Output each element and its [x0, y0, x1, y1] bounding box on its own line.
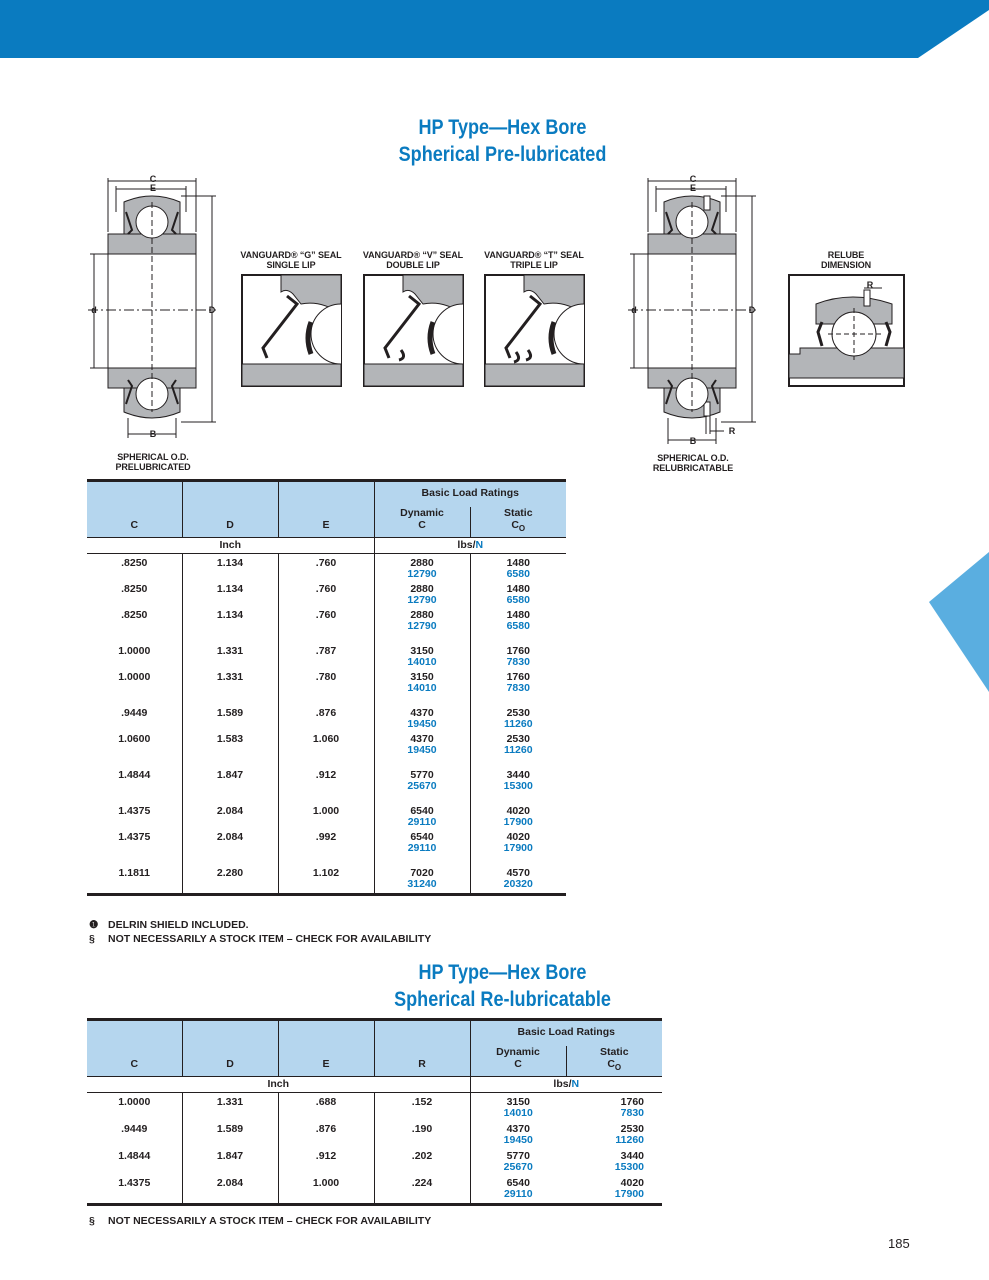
col-header-c: C [87, 1020, 182, 1077]
cell-static-lbs: 1760 [620, 1096, 644, 1108]
cell-dynamic-n: 14010 [503, 1107, 533, 1119]
cell-static [566, 1124, 662, 1151]
col-header-r: R [374, 1020, 470, 1077]
col-header-d: D [182, 1020, 278, 1077]
dim-c-label: C [689, 174, 697, 184]
units-lbs-n [374, 538, 566, 554]
col-header-dynamic [374, 507, 470, 538]
units-inch: Inch [87, 538, 374, 554]
cell-static [470, 554, 566, 585]
note-stock [89, 932, 431, 946]
cell-dynamic-lbs: 6540 [506, 1177, 530, 1189]
cell-dynamic-n: 29110 [503, 1188, 533, 1200]
cell-dynamic-lbs: 3150 [410, 671, 434, 683]
cell-dynamic [374, 610, 470, 646]
cell-d: 1.134 [182, 584, 278, 610]
cell-dynamic [374, 770, 470, 806]
cell-dynamic-lbs: 5770 [410, 769, 434, 781]
cell-static-lbs: 2530 [506, 733, 530, 745]
cell-dynamic-lbs: 6540 [410, 831, 434, 843]
header-bar [0, 0, 989, 58]
relube-line-1: RELUBE [827, 250, 865, 260]
cell-static [470, 646, 566, 672]
dim-bore-label: d [631, 305, 637, 315]
table-row [87, 1124, 662, 1151]
cell-static-n: 17900 [503, 842, 533, 854]
relube-line-2: DIMENSION [820, 260, 872, 270]
cell-static-n: 15300 [614, 1161, 644, 1173]
dim-b-label: B [149, 429, 157, 439]
cell-static-n: 15300 [503, 780, 533, 792]
cell-e: .760 [278, 584, 374, 610]
cell-dynamic-n: 14010 [407, 656, 437, 668]
cell-dynamic-n: 29110 [407, 842, 437, 854]
bearing-drawing-prelubricated [86, 172, 226, 440]
cell-e: .760 [278, 554, 374, 585]
units-row [87, 1077, 662, 1093]
cell-dynamic [374, 672, 470, 708]
cell-static-n: 7830 [506, 682, 530, 694]
cell-dynamic-lbs: 4370 [410, 733, 434, 745]
relube-dimension-label [800, 250, 892, 270]
cell-static-lbs: 3440 [620, 1150, 644, 1162]
table-row [87, 708, 566, 734]
cell-dynamic-lbs: 6540 [410, 805, 434, 817]
table-row [87, 832, 566, 868]
dynamic-label: Dynamic [400, 507, 444, 519]
cell-dynamic-n: 14010 [407, 682, 437, 694]
notes-table2 [89, 1214, 431, 1228]
cell-d: 1.331 [182, 646, 278, 672]
cell-static-n: 6580 [506, 568, 530, 580]
cell-c: .8250 [121, 609, 148, 621]
cell-static-lbs: 4020 [620, 1177, 644, 1189]
cell-static [470, 868, 566, 895]
title-line-1: HP Type—Hex Bore [418, 116, 587, 139]
dynamic-label: Dynamic [496, 1046, 540, 1058]
seal-v-label [354, 250, 472, 270]
cell-static-lbs: 1480 [506, 557, 530, 569]
cell-dynamic-n: 31240 [407, 878, 437, 890]
cell-d: 1.331 [182, 1093, 278, 1125]
units-n: N [571, 1078, 580, 1090]
cell-static-lbs: 2530 [506, 707, 530, 719]
note-text: NOT NECESSARILY A STOCK ITEM – CHECK FOR AVAILABILITY [108, 933, 432, 945]
cell-static-n: 11260 [503, 744, 533, 756]
cell-d: 1.331 [182, 672, 278, 708]
cell-dynamic-n: 19450 [503, 1134, 533, 1146]
units-n: N [475, 539, 484, 551]
col-header-d: D [182, 481, 278, 538]
cell-e: .780 [278, 672, 374, 708]
dim-od-label: D [208, 305, 216, 315]
cell-dynamic-n: 29110 [407, 816, 437, 828]
cell-c: 1.0000 [118, 1096, 151, 1108]
cell-dynamic-n: 12790 [407, 594, 437, 606]
cell-d: 2.280 [182, 868, 278, 895]
cell-dynamic-lbs: 3150 [506, 1096, 530, 1108]
cell-static-lbs: 1760 [506, 645, 530, 657]
static-symbol-c: C [607, 1058, 615, 1070]
cell-e: 1.102 [278, 868, 374, 895]
col-header-static [566, 1046, 662, 1077]
cell-static-n: 6580 [506, 620, 530, 632]
cell-e: .876 [278, 1124, 374, 1151]
cell-static-lbs: 4020 [506, 831, 530, 843]
cell-dynamic-lbs: 2880 [410, 609, 434, 621]
cell-static [470, 584, 566, 610]
cell-static [470, 832, 566, 868]
cell-dynamic [470, 1093, 566, 1125]
static-symbol-sub: O [518, 524, 526, 533]
dynamic-symbol: C [418, 519, 426, 531]
seal-v-detail [363, 274, 464, 387]
notes-table1 [89, 918, 431, 946]
cell-static [470, 770, 566, 806]
static-symbol [471, 519, 567, 531]
cell-static-n: 11260 [615, 1134, 644, 1146]
cell-dynamic-lbs: 2880 [410, 557, 434, 569]
cell-e: .992 [278, 832, 374, 868]
seal-v-line-1: VANGUARD® “V” SEAL [362, 250, 464, 260]
static-label: Static [503, 507, 533, 519]
seal-g-detail [241, 274, 342, 387]
cell-c: 1.0600 [118, 733, 151, 745]
cell-e: .688 [278, 1093, 374, 1125]
cell-e: 1.000 [278, 1178, 374, 1205]
cell-d: 1.134 [182, 554, 278, 585]
dynamic-symbol: C [514, 1058, 522, 1070]
cell-dynamic-n: 12790 [407, 568, 437, 580]
seal-g-line-1: VANGUARD® “G” SEAL [240, 250, 342, 260]
cell-r: .202 [374, 1151, 470, 1178]
cell-dynamic [374, 646, 470, 672]
cell-dynamic-lbs: 3150 [410, 645, 434, 657]
title-line-1: HP Type—Hex Bore [418, 961, 587, 984]
title-line-2: Spherical Re-lubricatable [394, 988, 611, 1011]
cell-e: .876 [278, 708, 374, 734]
cell-static-lbs: 1480 [506, 609, 530, 621]
cell-dynamic-lbs: 4370 [506, 1123, 530, 1135]
seal-t-line-2: TRIPLE LIP [510, 260, 558, 270]
table-row [87, 770, 566, 806]
cell-d: 2.084 [182, 806, 278, 832]
cell-static-lbs: 3440 [506, 769, 530, 781]
caption-line-2: PRELUBRICATED [115, 462, 191, 472]
cell-dynamic [470, 1124, 566, 1151]
dim-b-label: B [689, 436, 697, 446]
cell-d: 1.589 [182, 1124, 278, 1151]
cell-dynamic [374, 734, 470, 770]
seal-g-label [232, 250, 350, 270]
dim-r-label: R [728, 426, 736, 436]
cell-c: 1.4844 [118, 769, 151, 781]
cell-d: 1.847 [182, 1151, 278, 1178]
cell-dynamic [470, 1178, 566, 1205]
cell-static-lbs: 1760 [506, 671, 530, 683]
dim-bore-label: d [91, 305, 97, 315]
table-row [87, 554, 566, 585]
cell-d: 2.084 [182, 832, 278, 868]
static-symbol [567, 1058, 663, 1070]
cell-c: 1.4375 [118, 805, 151, 817]
relube-detail [788, 274, 905, 387]
cell-e: .912 [278, 770, 374, 806]
cell-e: .912 [278, 1151, 374, 1178]
dim-c-label: C [149, 174, 157, 184]
cell-dynamic [374, 832, 470, 868]
cell-c: 1.0000 [118, 671, 151, 683]
table-row [87, 868, 566, 895]
cell-dynamic-n: 19450 [407, 744, 437, 756]
cell-dynamic-n: 19450 [407, 718, 437, 730]
caption-line-1: SPHERICAL O.D. [117, 452, 189, 462]
cell-c: .9449 [121, 1123, 148, 1135]
cell-dynamic-n: 25670 [407, 780, 437, 792]
cell-r: .224 [374, 1178, 470, 1205]
cell-e: .787 [278, 646, 374, 672]
table-row [87, 646, 566, 672]
cell-c: .9449 [121, 707, 148, 719]
cell-d: 1.589 [182, 708, 278, 734]
col-header-e: E [278, 481, 374, 538]
section-title-prelubricated [354, 114, 651, 168]
cell-dynamic [374, 806, 470, 832]
cell-static [566, 1178, 662, 1205]
relube-r-label: R [866, 280, 874, 290]
title-line-2: Spherical Pre-lubricated [398, 143, 607, 166]
note-text: NOT NECESSARILY A STOCK ITEM – CHECK FOR AVAILABILITY [108, 1215, 432, 1227]
units-lbs: lbs/ [553, 1078, 572, 1090]
col-header-load-ratings: Basic Load Ratings [470, 1020, 662, 1046]
cell-c: .8250 [121, 583, 148, 595]
side-tab-arrow [929, 552, 989, 692]
cell-c: .8250 [121, 557, 148, 569]
cell-dynamic-lbs: 7020 [410, 867, 434, 879]
bearing-caption-relubricatable [638, 453, 748, 473]
table-row [87, 1093, 662, 1125]
cell-static [470, 806, 566, 832]
col-header-c: C [87, 481, 182, 538]
section-title-relubricatable [350, 959, 655, 1013]
table-row [87, 806, 566, 832]
cell-dynamic-lbs: 4370 [410, 707, 434, 719]
col-header-static [470, 507, 566, 538]
cell-dynamic-n: 25670 [503, 1161, 533, 1173]
col-header-e: E [278, 1020, 374, 1077]
cell-static-n: 6580 [506, 594, 530, 606]
cell-c: 1.4375 [118, 831, 151, 843]
units-row [87, 538, 566, 554]
note-mark: § [89, 933, 95, 945]
cell-static-lbs: 2530 [620, 1123, 644, 1135]
spec-table-relubricatable [87, 1018, 662, 1206]
cell-static [470, 610, 566, 646]
table-row [87, 610, 566, 646]
static-symbol-sub: O [614, 1063, 622, 1072]
table-row [87, 1151, 662, 1178]
cell-dynamic-lbs: 2880 [410, 583, 434, 595]
units-lbs-n [470, 1077, 662, 1093]
cell-static-n: 17900 [503, 816, 533, 828]
cell-d: 1.847 [182, 770, 278, 806]
cell-static [566, 1151, 662, 1178]
cell-static [470, 672, 566, 708]
cell-dynamic [374, 554, 470, 585]
cell-c: 1.0000 [118, 645, 151, 657]
cell-d: 1.134 [182, 610, 278, 646]
note-mark: ❶ [89, 919, 99, 931]
cell-static-n: 11260 [503, 718, 533, 730]
seal-t-label [475, 250, 593, 270]
caption-line-1: SPHERICAL O.D. [657, 453, 729, 463]
bearing-drawing-relubricatable [626, 172, 766, 440]
units-inch: Inch [87, 1077, 470, 1093]
cell-static-n: 17900 [614, 1188, 644, 1200]
dim-e-label: E [150, 183, 156, 193]
cell-r: .152 [374, 1093, 470, 1125]
col-header-dynamic [470, 1046, 566, 1077]
cell-dynamic [374, 584, 470, 610]
cell-static-lbs: 4570 [506, 867, 530, 879]
dim-e-label: E [690, 183, 696, 193]
cell-e: 1.000 [278, 806, 374, 832]
cell-e: 1.060 [278, 734, 374, 770]
table-row [87, 734, 566, 770]
cell-dynamic [374, 868, 470, 895]
cell-static-lbs: 4020 [506, 805, 530, 817]
cell-c: 1.4844 [118, 1150, 151, 1162]
note-text: DELRIN SHIELD INCLUDED. [108, 919, 249, 931]
note-mark: § [89, 1215, 95, 1227]
cell-d: 1.583 [182, 734, 278, 770]
page-number: 185 [888, 1236, 910, 1251]
cell-d: 2.084 [182, 1178, 278, 1205]
cell-dynamic-n: 12790 [407, 620, 437, 632]
seal-t-detail [484, 274, 585, 387]
seal-t-line-1: VANGUARD® “T” SEAL [484, 250, 584, 260]
cell-static [470, 708, 566, 734]
cell-static [566, 1093, 662, 1125]
cell-r: .190 [374, 1124, 470, 1151]
cell-static-n: 7830 [506, 656, 530, 668]
spec-table-prelubricated [87, 479, 566, 896]
col-header-load-ratings: Basic Load Ratings [374, 481, 566, 507]
cell-static-n: 7830 [620, 1107, 644, 1119]
units-lbs: lbs/ [457, 539, 476, 551]
table-row [87, 584, 566, 610]
cell-dynamic [374, 708, 470, 734]
static-symbol-c: C [511, 519, 519, 531]
note-delrin [89, 918, 431, 932]
cell-c: 1.4375 [87, 1178, 182, 1205]
bearing-caption-prelubricated [98, 452, 208, 472]
seal-v-line-2: DOUBLE LIP [386, 260, 440, 270]
cell-static-lbs: 1480 [506, 583, 530, 595]
cell-c: 1.1811 [87, 868, 182, 895]
dim-od-label: D [748, 305, 756, 315]
seal-g-line-2: SINGLE LIP [266, 260, 316, 270]
cell-static-n: 20320 [503, 878, 533, 890]
table-row [87, 1178, 662, 1205]
static-label: Static [599, 1046, 629, 1058]
table-row [87, 672, 566, 708]
note-stock [89, 1214, 431, 1228]
cell-dynamic [470, 1151, 566, 1178]
cell-e: .760 [278, 610, 374, 646]
caption-line-2: RELUBRICATABLE [652, 463, 734, 473]
cell-static [470, 734, 566, 770]
cell-dynamic-lbs: 5770 [506, 1150, 530, 1162]
